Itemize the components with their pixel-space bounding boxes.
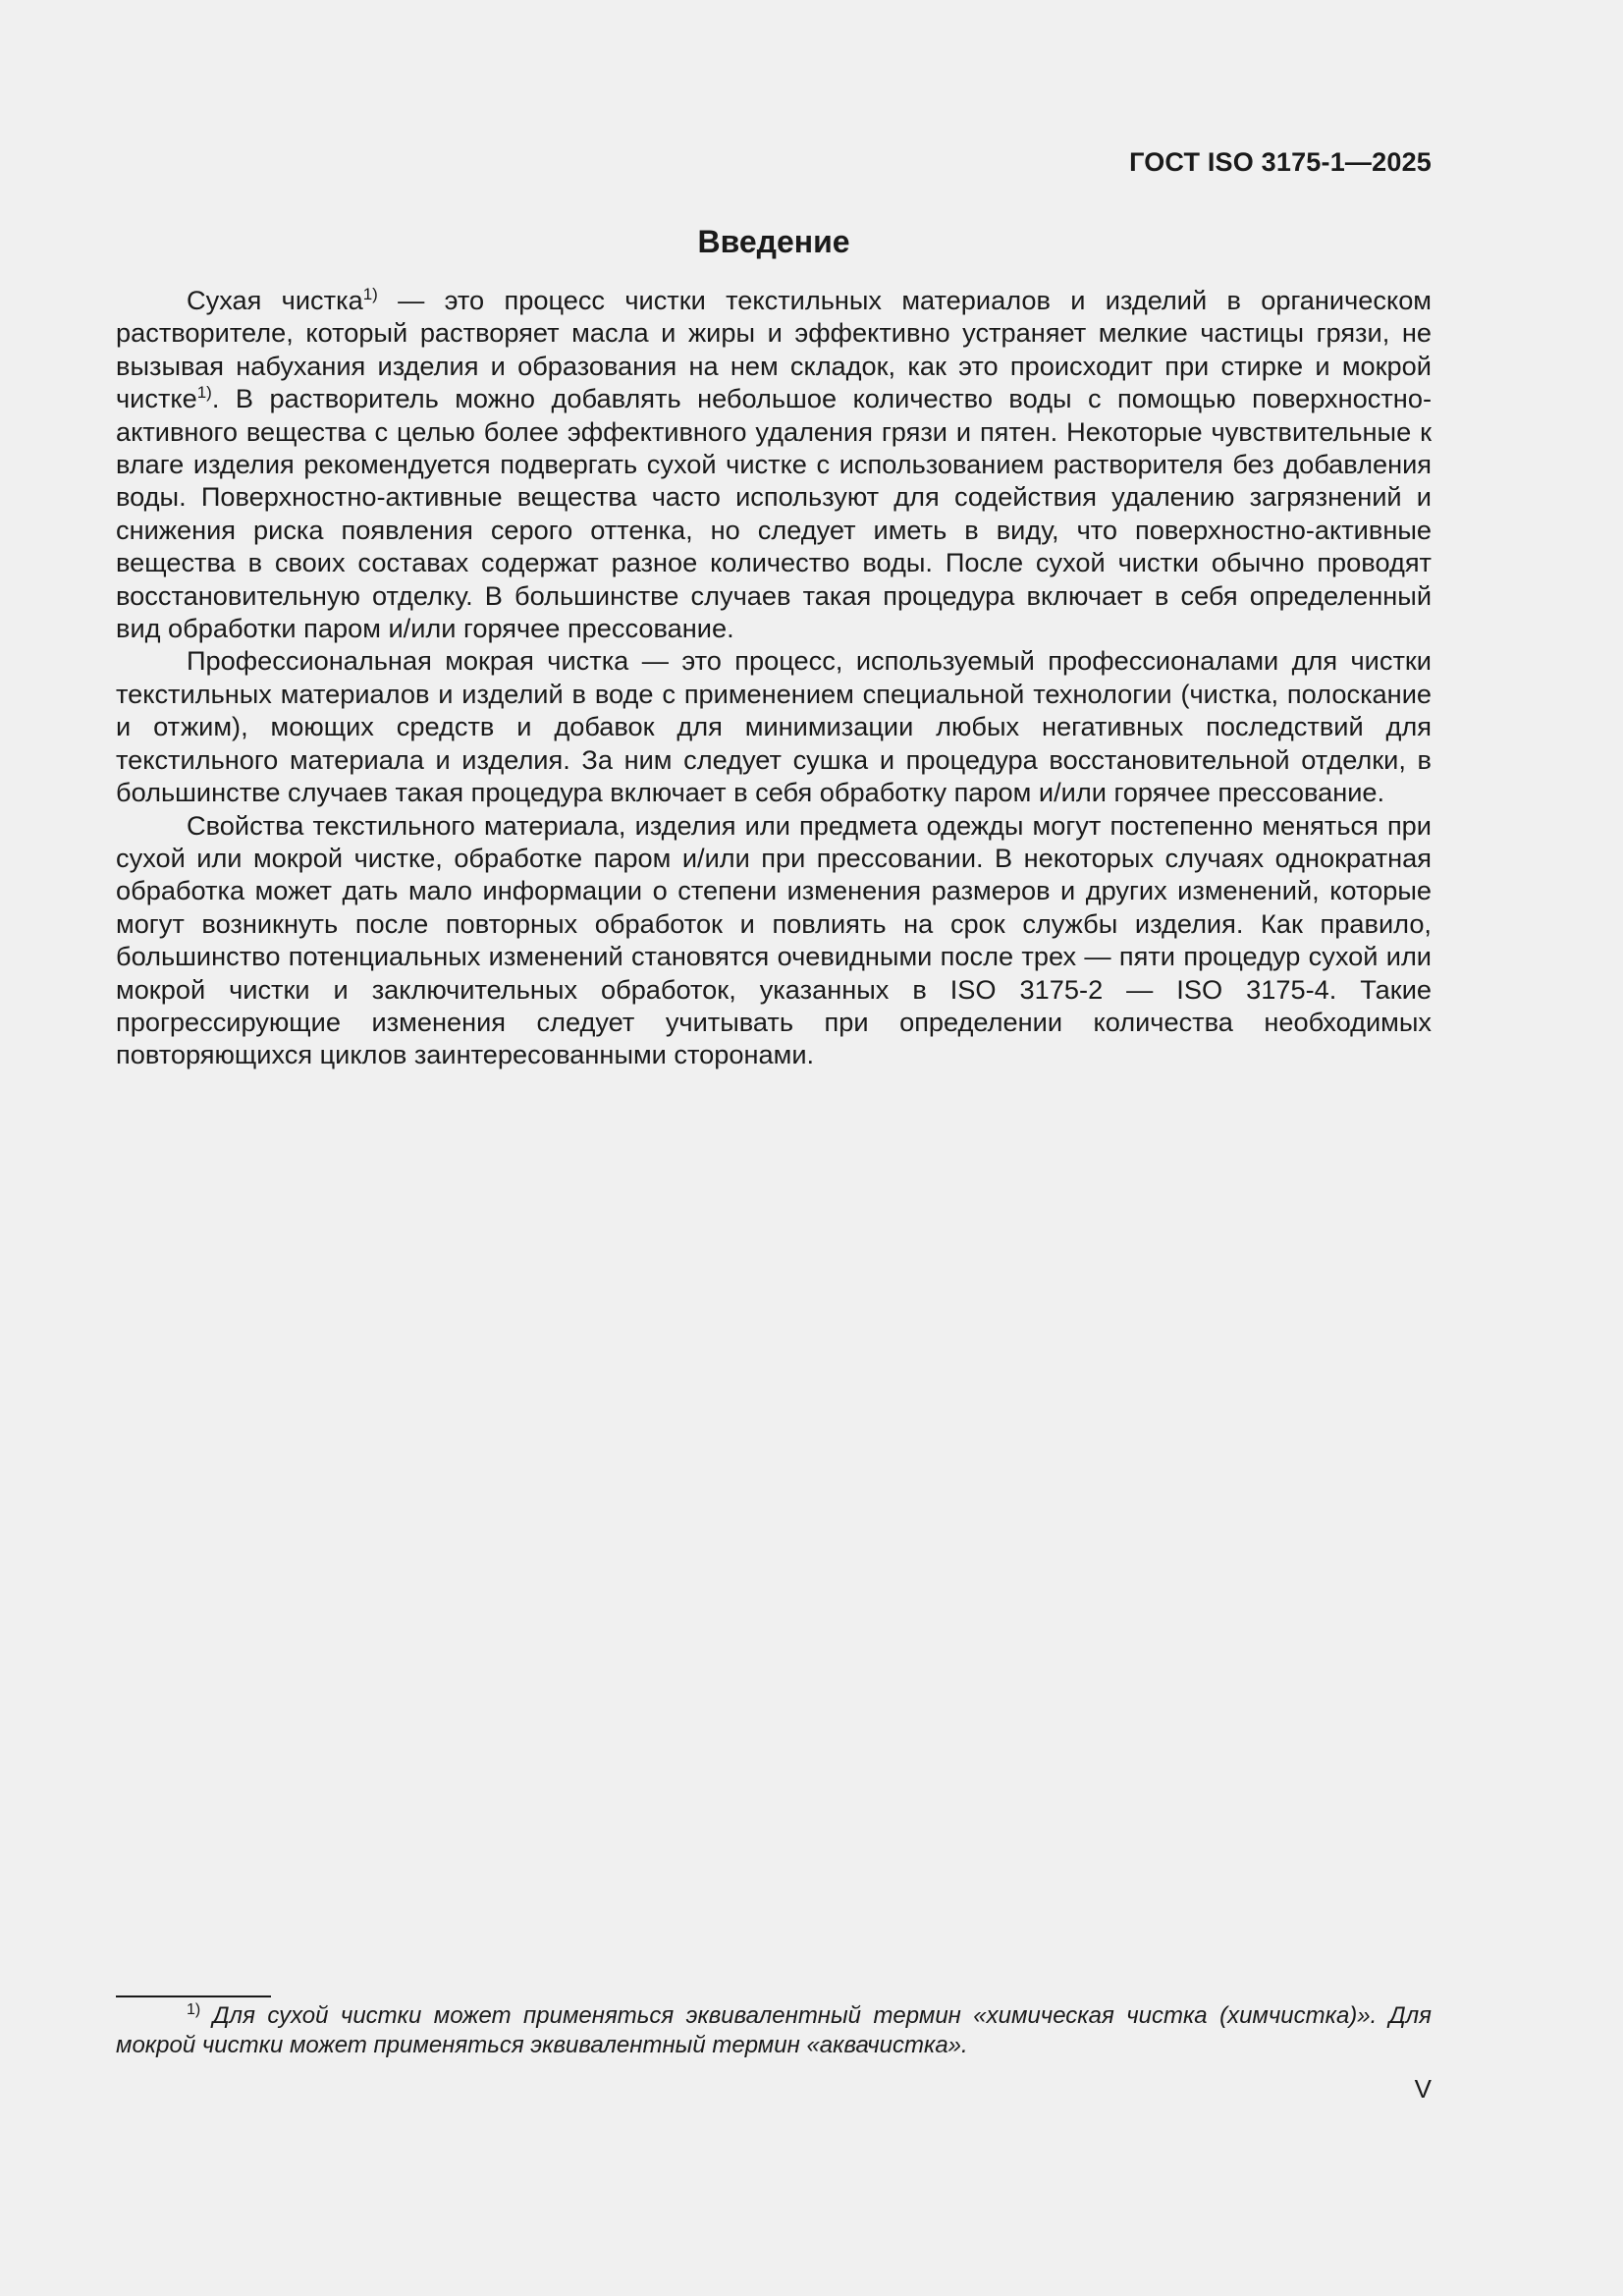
paragraph-text: — это процесс чистки текстильных материалов и изделий в органическом растворителе, который растворяет масла и жиры и эффективно устраняет мелкие частицы грязи, не вызывая набухания изделия и образования на нем складок, как это происходит при стирке и мокрой чистке: [116, 285, 1432, 414]
paragraph-text: . В растворитель можно добавлять небольшое количество воды с помощью поверхностно-активного вещества с целью более эффективного удаления грязи и пятен. Некоторые чувствительные к влаге изделия рекомендуется подвергать сухой чистке с использованием растворителя без добавления воды. Поверхностно-активные вещества часто используют для содействия удалению загрязнений и снижения риска появления серого оттенка, но следует иметь в виду, что поверхностно-активные вещества в своих составах содержат разное количество воды. После сухой чистки обычно проводят восстановительную отделку. В большинстве случаев такая процедура включает в себя определенный вид обработки паром и/или горячее прессование.: [116, 383, 1432, 644]
footnote-mark: 1): [187, 2001, 201, 2018]
paragraph-properties: Свойства текстильного материала, изделия или предмета одежды могут постепенно меняться при сухой или мокрой чистке, обработке паром и/или при прессовании. В некоторых случаях однократная обработка может дать мало информации о степени изменения размеров и других изменений, которые могут возникнуть после повторных обработок и повлиять на срок службы изделия. Как правило, большинство потенциальных изменений становятся очевидными после трех — пяти процедур сухой или мокрой чистки и заключительных обработок, указанных в ISO 3175-2 — ISO 3175-4. Такие прогрессирующие изменения следует учитывать при определении количества необходимых повторяющихся циклов заинтересованными сторонами.: [116, 809, 1432, 1070]
paragraph-wet-cleaning: Профессиональная мокрая чистка — это процесс, используемый профессионалами для чистки текстильных материалов и изделий в воде с применением специальной технологии (чистка, полоскание и отжим), моющих средств и добавок для минимизации любых негативных последствий для текстильного материала и изделия. За ним следует сушка и процедура восстановительной отделки, в большинстве случаев такая процедура включает в себя обработку паром и/или горячее прессование.: [116, 645, 1432, 808]
paragraph-text: Сухая чистка: [187, 285, 363, 315]
page-number: V: [1414, 2074, 1432, 2104]
footnote-separator: [116, 1995, 271, 1997]
footnote: [116, 2001, 1432, 2060]
section-title: Введение: [697, 224, 850, 259]
footnote-reference[interactable]: 1): [196, 383, 212, 403]
body-text: [116, 284, 1432, 1071]
paragraph-dry-cleaning: [116, 284, 1432, 644]
footnote-text: Для сухой чистки может применяться эквивалентный термин «химическая чистка (химчистка)». Для мокрой чистки может применяться эквивалентный термин «аквачистка».: [116, 2002, 1432, 2058]
document-standard-id: ГОСТ ISO 3175-1—2025: [1129, 147, 1432, 177]
footnote-reference[interactable]: 1): [362, 285, 378, 303]
